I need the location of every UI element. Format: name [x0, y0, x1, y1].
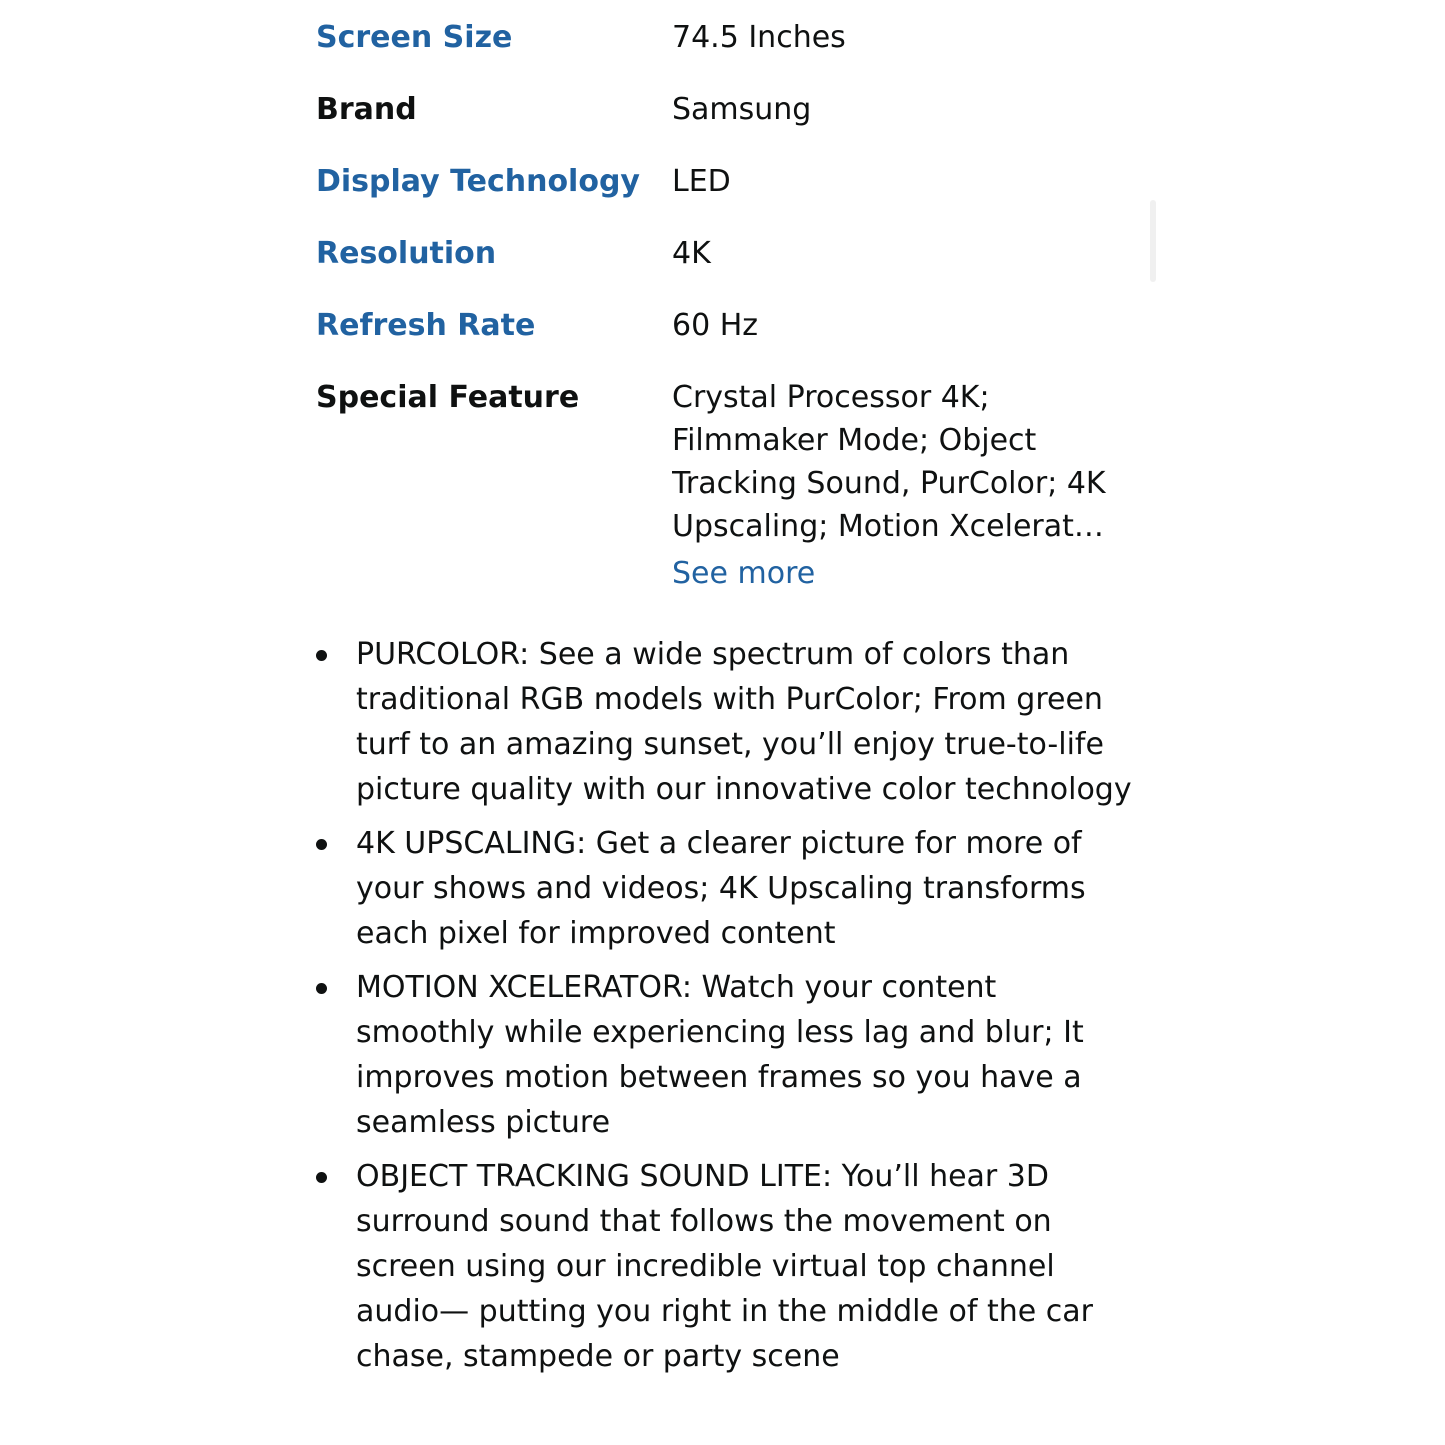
spec-row-special-feature	[316, 376, 1136, 595]
spec-value-display-technology: LED	[672, 164, 731, 199]
spec-row-display-technology	[316, 160, 1136, 203]
scrollbar-thumb[interactable]	[1150, 200, 1156, 282]
list-item	[316, 632, 1136, 812]
feature-bullet-list	[316, 632, 1136, 1388]
spec-value-screen-size: 74.5 Inches	[672, 20, 846, 55]
special-feature-text: Crystal Processor 4K; Filmmaker Mode; Object Tracking Sound, PurColor; 4K Upscaling; Motion Xcelerat…	[672, 380, 1106, 544]
spec-label-special-feature: Special Feature	[316, 380, 580, 415]
see-more-link[interactable]: See more	[672, 556, 816, 591]
bullet-icon	[316, 983, 327, 994]
bullet-text: OBJECT TRACKING SOUND LITE: You’ll hear 3D surround sound that follows the movement on screen using our incredible virtual top channel audio— putting you right in the middle of the car chase, stampede or party scene	[356, 1159, 1093, 1374]
spec-label-screen-size[interactable]: Screen Size	[316, 20, 513, 55]
list-item	[316, 965, 1136, 1145]
spec-row-brand	[316, 88, 1136, 131]
bullet-icon	[316, 1172, 327, 1183]
bullet-icon	[316, 839, 327, 850]
bullet-text: MOTION XCELERATOR: Watch your content smoothly while experiencing less lag and blur; It improves motion between frames so you have a seamless picture	[356, 970, 1084, 1140]
spec-value-resolution: 4K	[672, 236, 711, 271]
bullet-text: PURCOLOR: See a wide spectrum of colors than traditional RGB models with PurColor; From green turf to an amazing sunset, you’ll enjoy true-to-life picture quality with our innovative color technology	[356, 637, 1132, 807]
spec-row-resolution	[316, 232, 1136, 275]
spec-row-refresh-rate	[316, 304, 1136, 347]
bullet-icon	[316, 650, 327, 661]
spec-row-screen-size	[316, 16, 1136, 59]
list-item	[316, 1154, 1136, 1379]
spec-value-brand: Samsung	[672, 92, 812, 127]
spec-value-special-feature	[672, 376, 1132, 595]
spec-value-refresh-rate: 60 Hz	[672, 308, 759, 343]
spec-label-resolution[interactable]: Resolution	[316, 236, 497, 271]
list-item	[316, 821, 1136, 956]
spec-label-brand: Brand	[316, 92, 417, 127]
bullet-text: 4K UPSCALING: Get a clearer picture for more of your shows and videos; 4K Upscaling transforms each pixel for improved content	[356, 826, 1086, 951]
product-specs-table	[316, 16, 1136, 624]
spec-label-display-technology[interactable]: Display Technology	[316, 164, 640, 199]
spec-label-refresh-rate[interactable]: Refresh Rate	[316, 308, 536, 343]
